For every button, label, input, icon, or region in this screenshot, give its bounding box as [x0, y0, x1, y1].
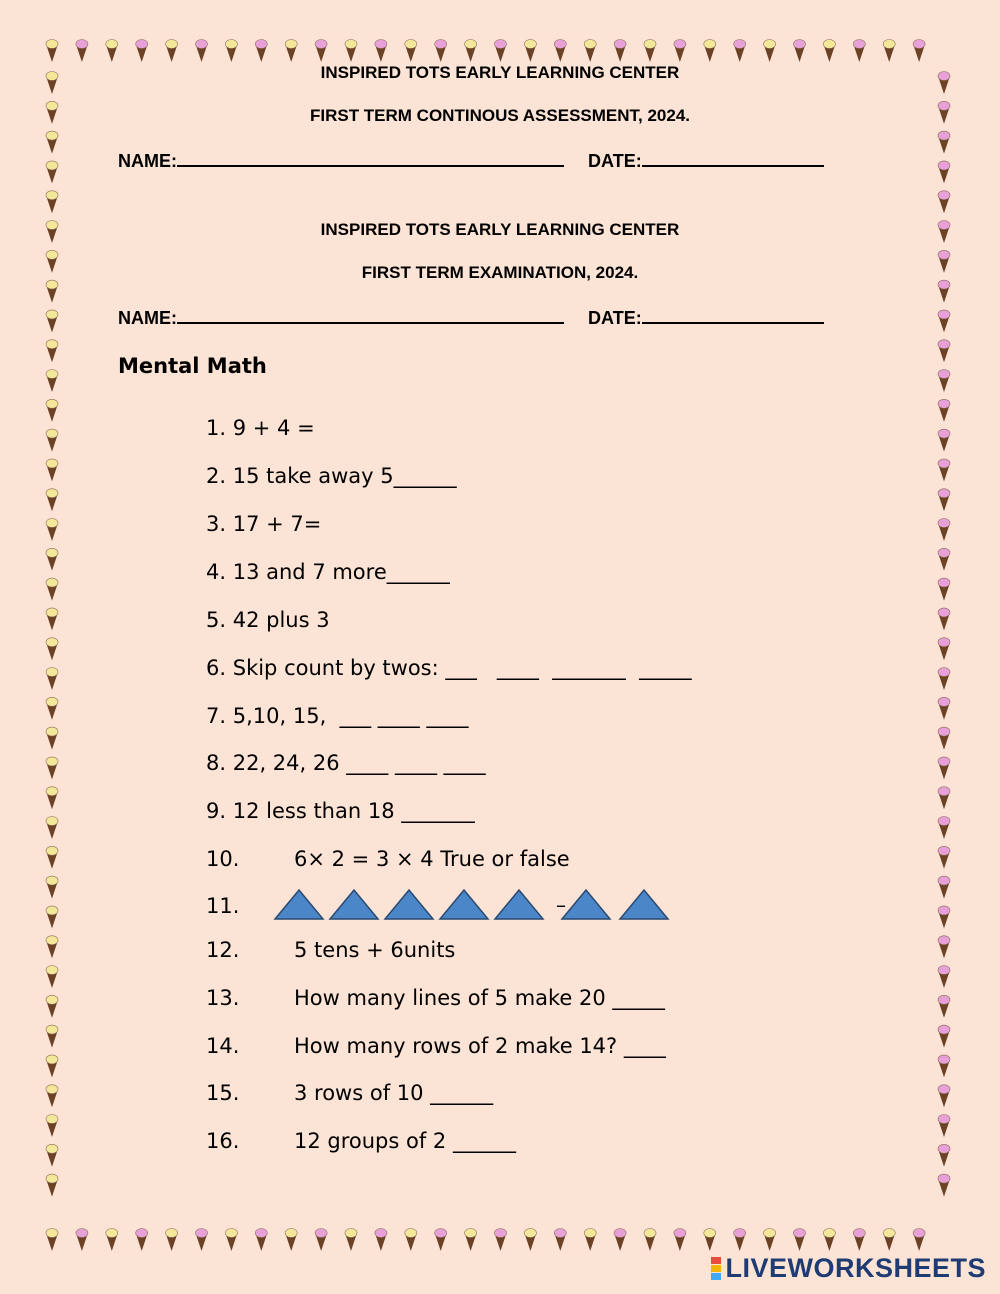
- name-field[interactable]: [177, 149, 564, 167]
- ice-cream-cone-icon: [375, 1229, 387, 1252]
- ice-cream-cone-icon: [938, 1085, 950, 1108]
- question-number: 16.: [206, 1129, 240, 1153]
- ice-cream-cone-icon: [644, 40, 656, 63]
- question-text: 5,10, 15, ___ ____ ____: [232, 704, 469, 728]
- question-text: How many rows of 2 make 14? ____: [294, 1034, 666, 1058]
- ice-cream-cone-icon: [285, 40, 297, 63]
- ice-cream-cone-icon: [614, 1229, 626, 1252]
- ice-cream-cone-icon: [46, 280, 58, 303]
- ice-cream-cone-icon: [136, 40, 148, 63]
- triangle-shape: [385, 890, 433, 919]
- question-text: 17 + 7=: [232, 512, 322, 536]
- question-text: 6× 2 = 3 × 4 True or false: [294, 847, 570, 871]
- ice-cream-cone-icon: [255, 1229, 267, 1252]
- school-name-1: INSPIRED TOTS EARLY LEARNING CENTER: [320, 63, 680, 82]
- ice-cream-cone-icon: [938, 1115, 950, 1138]
- question-10[interactable]: [206, 847, 570, 871]
- ice-cream-cone-icon: [495, 40, 507, 63]
- ice-cream-cone-icon: [76, 1229, 88, 1252]
- ice-cream-cone-icon: [46, 906, 58, 929]
- ice-cream-cone-icon: [315, 1229, 327, 1252]
- question-16[interactable]: [206, 1129, 516, 1153]
- ice-cream-cone-icon: [46, 40, 58, 63]
- ice-cream-cone-icon: [554, 40, 566, 63]
- question-13[interactable]: [206, 986, 665, 1010]
- ice-cream-cone-icon: [938, 697, 950, 720]
- ice-cream-cone-icon: [938, 995, 950, 1018]
- question-8[interactable]: [206, 751, 486, 775]
- ice-cream-cone-icon: [465, 1229, 477, 1252]
- ice-cream-cone-icon: [913, 1229, 925, 1252]
- question-number: 13.: [206, 986, 240, 1010]
- question-text: 12 less than 18 _______: [232, 799, 475, 823]
- ice-cream-cone-icon: [46, 548, 58, 571]
- ice-cream-cone-icon: [435, 40, 447, 63]
- ice-cream-cone-icon: [938, 1144, 950, 1167]
- ice-cream-cone-icon: [46, 876, 58, 899]
- ice-cream-cone-icon: [46, 638, 58, 661]
- ice-cream-cone-icon: [938, 727, 950, 750]
- ice-cream-cone-icon: [764, 1229, 776, 1252]
- ice-cream-cone-icon: [46, 429, 58, 452]
- ice-cream-cone-icon: [495, 1229, 507, 1252]
- ice-cream-cone-icon: [584, 40, 596, 63]
- ice-cream-cone-icon: [734, 1229, 746, 1252]
- minus-sign: –: [556, 893, 566, 917]
- question-number: 7.: [206, 704, 227, 728]
- ice-cream-cone-icon: [938, 936, 950, 959]
- ice-cream-cone-icon: [76, 40, 88, 63]
- ice-cream-cone-icon: [524, 40, 536, 63]
- ice-cream-cone-icon: [853, 40, 865, 63]
- ice-cream-cone-icon: [46, 936, 58, 959]
- ice-cream-cone-icon: [938, 399, 950, 422]
- ice-cream-cone-icon: [345, 1229, 357, 1252]
- ice-cream-cone-icon: [524, 1229, 536, 1252]
- ice-cream-cone-icon: [46, 668, 58, 691]
- ice-cream-cone-icon: [166, 1229, 178, 1252]
- question-number: 4.: [206, 560, 227, 584]
- ice-cream-cone-icon: [46, 1085, 58, 1108]
- brand-text: LIVEWORKSHEETS: [725, 1253, 986, 1283]
- ice-cream-cone-icon: [938, 191, 950, 214]
- ice-cream-cone-icon: [938, 1174, 950, 1197]
- ice-cream-cone-icon: [704, 1229, 716, 1252]
- question-text: 9 + 4 =: [232, 416, 315, 440]
- ice-cream-cone-icon: [46, 519, 58, 542]
- question-text: 13 and 7 more______: [232, 560, 450, 584]
- ice-cream-cone-icon: [46, 757, 58, 780]
- ice-cream-cone-icon: [136, 1229, 148, 1252]
- question-number: 9.: [206, 799, 227, 823]
- ice-cream-cone-icon: [938, 966, 950, 989]
- ice-cream-cone-icon: [46, 697, 58, 720]
- ice-cream-cone-icon: [938, 131, 950, 154]
- ice-cream-cone-icon: [704, 40, 716, 63]
- school-name-2: INSPIRED TOTS EARLY LEARNING CENTER: [320, 220, 680, 239]
- triangle-shape: [330, 890, 378, 919]
- ice-cream-cone-icon: [46, 340, 58, 363]
- ice-cream-cone-icon: [405, 1229, 417, 1252]
- ice-cream-cone-icon: [106, 1229, 118, 1252]
- ice-cream-cone-icon: [465, 40, 477, 63]
- ice-cream-cone-icon: [938, 340, 950, 363]
- question-7[interactable]: [206, 704, 468, 728]
- question-15[interactable]: [206, 1081, 493, 1105]
- ice-cream-cone-icon: [938, 757, 950, 780]
- ice-cream-cone-icon: [938, 638, 950, 661]
- ice-cream-cone-icon: [938, 846, 950, 869]
- ice-cream-cone-icon: [225, 40, 237, 63]
- question-text: 22, 24, 26 ____ ____ ____: [232, 751, 486, 775]
- question-text: 12 groups of 2 ______: [294, 1129, 516, 1153]
- ice-cream-cone-icon: [46, 578, 58, 601]
- ice-cream-cone-icon: [375, 40, 387, 63]
- ice-cream-cone-icon: [46, 161, 58, 184]
- ice-cream-cone-icon: [674, 40, 686, 63]
- triangle-shape: [495, 890, 543, 919]
- ice-cream-cone-icon: [196, 1229, 208, 1252]
- section-title: Mental Math: [118, 354, 267, 378]
- question-number: 10.: [206, 847, 240, 871]
- ice-cream-cone-icon: [166, 40, 178, 63]
- ice-cream-cone-icon: [644, 1229, 656, 1252]
- question-2[interactable]: [206, 464, 457, 488]
- name-label: NAME:: [118, 308, 177, 328]
- date-field[interactable]: [642, 149, 824, 167]
- name-label: NAME:: [118, 151, 177, 171]
- ice-cream-cone-icon: [938, 280, 950, 303]
- ice-cream-cone-icon: [938, 906, 950, 929]
- question-4[interactable]: [206, 560, 450, 584]
- question-number: 15.: [206, 1081, 240, 1105]
- ice-cream-cone-icon: [46, 995, 58, 1018]
- ice-cream-cone-icon: [883, 40, 895, 63]
- ice-cream-cone-icon: [106, 40, 118, 63]
- ice-cream-cone-icon: [938, 489, 950, 512]
- ice-cream-cone-icon: [938, 1025, 950, 1048]
- ice-cream-cone-icon: [938, 310, 950, 333]
- ice-cream-cone-icon: [938, 578, 950, 601]
- ice-cream-cone-icon: [435, 1229, 447, 1252]
- ice-cream-cone-icon: [46, 399, 58, 422]
- ice-cream-cone-icon: [285, 1229, 297, 1252]
- ice-cream-cone-icon: [46, 1229, 58, 1252]
- brand-icon: [711, 1257, 721, 1280]
- ice-cream-cone-icon: [46, 1025, 58, 1048]
- ice-cream-cone-icon: [46, 459, 58, 482]
- ice-cream-cone-icon: [823, 40, 835, 63]
- ice-cream-cone-icon: [405, 40, 417, 63]
- ice-cream-cone-icon: [674, 1229, 686, 1252]
- ice-cream-cone-icon: [46, 608, 58, 631]
- ice-cream-cone-icon: [938, 519, 950, 542]
- question-5[interactable]: [206, 608, 330, 632]
- question-1[interactable]: [206, 416, 315, 440]
- question-14[interactable]: [206, 1034, 666, 1058]
- ice-cream-cone-icon: [614, 40, 626, 63]
- ice-cream-cone-icon: [46, 489, 58, 512]
- ice-cream-cone-icon: [46, 727, 58, 750]
- ice-cream-cone-icon: [46, 966, 58, 989]
- question-text: 5 tens + 6units: [294, 938, 456, 962]
- question-text: 15 take away 5______: [232, 464, 457, 488]
- date-label: DATE:: [588, 151, 642, 171]
- ice-cream-cone-icon: [938, 459, 950, 482]
- ice-cream-cone-icon: [794, 1229, 806, 1252]
- question-9[interactable]: [206, 799, 475, 823]
- ice-cream-cone-icon: [764, 40, 776, 63]
- triangle-shape: [620, 890, 668, 919]
- question-number: 1.: [206, 416, 227, 440]
- question-number: 2.: [206, 464, 227, 488]
- ice-cream-cone-icon: [794, 40, 806, 63]
- assessment-title-2: FIRST TERM EXAMINATION, 2024.: [361, 263, 639, 282]
- name-field[interactable]: [177, 306, 564, 324]
- ice-cream-cone-icon: [823, 1229, 835, 1252]
- triangle-shape: [440, 890, 488, 919]
- ice-cream-cone-icon: [46, 787, 58, 810]
- triangle-shape: [275, 890, 323, 919]
- question-number: 8.: [206, 751, 227, 775]
- ice-cream-cone-icon: [46, 191, 58, 214]
- ice-cream-cone-icon: [938, 161, 950, 184]
- ice-cream-cone-icon: [315, 40, 327, 63]
- ice-cream-cone-icon: [46, 817, 58, 840]
- assessment-title-1: FIRST TERM CONTINOUS ASSESSMENT, 2024.: [309, 106, 691, 125]
- triangle-subtraction: [270, 886, 680, 926]
- ice-cream-cone-icon: [46, 131, 58, 154]
- ice-cream-cone-icon: [46, 310, 58, 333]
- ice-cream-cone-icon: [938, 787, 950, 810]
- ice-cream-cone-icon: [46, 1055, 58, 1078]
- liveworksheets-logo[interactable]: [711, 1253, 986, 1284]
- ice-cream-cone-icon: [913, 40, 925, 63]
- ice-cream-cone-icon: [938, 817, 950, 840]
- question-text: 3 rows of 10 ______: [294, 1081, 494, 1105]
- ice-cream-cone-icon: [255, 40, 267, 63]
- ice-cream-cone-icon: [938, 429, 950, 452]
- ice-cream-cone-icon: [225, 1229, 237, 1252]
- date-label: DATE:: [588, 308, 642, 328]
- ice-cream-cone-icon: [46, 1174, 58, 1197]
- date-field[interactable]: [642, 306, 824, 324]
- ice-cream-cone-icon: [938, 548, 950, 571]
- question-text: Skip count by twos: ___ ____ _______ _____: [232, 656, 692, 680]
- question-number: 12.: [206, 938, 240, 962]
- ice-cream-cone-icon: [938, 608, 950, 631]
- ice-cream-cone-icon: [938, 370, 950, 393]
- question-12[interactable]: [206, 938, 455, 962]
- question-number: 6.: [206, 656, 227, 680]
- ice-cream-cone-icon: [46, 1144, 58, 1167]
- question-number: 14.: [206, 1034, 240, 1058]
- name-date-row-2: [118, 306, 824, 329]
- ice-cream-cone-icon: [46, 1115, 58, 1138]
- question-number: 11.: [206, 894, 240, 918]
- ice-cream-cone-icon: [584, 1229, 596, 1252]
- ice-cream-cone-icon: [734, 40, 746, 63]
- question-3[interactable]: [206, 512, 321, 536]
- ice-cream-cone-icon: [938, 1055, 950, 1078]
- ice-cream-cone-icon: [196, 40, 208, 63]
- question-text: How many lines of 5 make 20 _____: [294, 986, 665, 1010]
- triangle-shape: [562, 890, 610, 919]
- ice-cream-cone-icon: [46, 370, 58, 393]
- question-6[interactable]: [206, 656, 692, 680]
- question-text: 42 plus 3: [232, 608, 330, 632]
- ice-cream-cone-icon: [554, 1229, 566, 1252]
- ice-cream-cone-icon: [938, 876, 950, 899]
- ice-cream-cone-icon: [46, 846, 58, 869]
- ice-cream-cone-icon: [883, 1229, 895, 1252]
- name-date-row-1: [118, 149, 824, 172]
- question-number: 5.: [206, 608, 227, 632]
- ice-cream-cone-icon: [345, 40, 357, 63]
- ice-cream-cone-icon: [938, 668, 950, 691]
- ice-cream-cone-icon: [853, 1229, 865, 1252]
- question-number: 3.: [206, 512, 227, 536]
